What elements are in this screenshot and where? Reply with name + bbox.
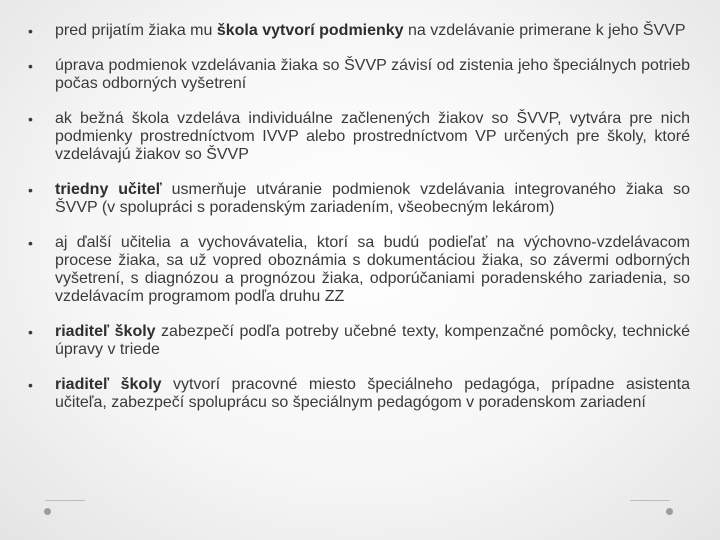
bullet-point-icon: •	[28, 23, 33, 39]
bullet-item	[28, 323, 690, 359]
decorative-line-left	[45, 500, 85, 501]
bullet-item	[28, 57, 690, 93]
decorative-dot-right	[666, 508, 673, 515]
decorative-dot-left	[44, 508, 51, 515]
bullet-text: aj ďalší učitelia a vychovávatelia, ktorí sa budú podieľať na výchovno-vzdelávacom procese žiaka, sa už vopred oboznámia s dokumentáciou žiaka, so závermi odborných vyšetrení, s diagnózou a prognózou žiaka, odporúčaniami poradenského zariadenia, so vzdelávacím programom podľa druhu ZZ	[55, 234, 690, 305]
bullet-point-icon: •	[28, 58, 33, 74]
bullet-item	[28, 234, 690, 306]
bullet-point-icon: •	[28, 235, 33, 251]
bullet-item	[28, 376, 690, 412]
bullet-text-bold: škola vytvorí podmienky	[216, 22, 404, 39]
bullet-item	[28, 22, 690, 40]
bullet-point-icon: •	[28, 377, 33, 393]
bullet-text: pred prijatím žiaka mu	[55, 22, 217, 39]
decorative-line-right	[630, 500, 670, 501]
bullet-item	[28, 110, 690, 164]
bullet-text: úprava podmienok vzdelávania žiaka so ŠVVP závisí od zistenia jeho špeciálnych potrieb počas odborných vyšetrení	[55, 57, 690, 92]
bullet-list	[28, 22, 690, 429]
bullet-text: usmerňuje utváranie podmienok vzdelávania integrovaného žiaka so ŠVVP (v spolupráci s poradenským zariadením, všeobecným lekárom)	[55, 181, 690, 216]
bullet-text: vytvorí pracovné miesto špeciálneho pedagóga, prípadne asistenta učiteľa, zabezpečí spoluprácu so špeciálnym pedagógom v poradenskom zariadení	[55, 376, 690, 411]
bullet-point-icon: •	[28, 324, 33, 340]
bullet-text: zabezpečí podľa potreby učebné texty, kompenzačné pomôcky, technické úpravy v triede	[55, 323, 690, 358]
bullet-text-bold: riaditeľ školy	[55, 323, 156, 340]
bullet-text: ak bežná škola vzdeláva individuálne začlenených žiakov so ŠVVP, vytvára pre nich podmienky prostredníctvom IVVP alebo prostredníctvom VP určených pre školy, ktoré vzdelávajú žiakov so ŠVVP	[55, 110, 690, 163]
bullet-text-bold: riaditeľ školy	[55, 376, 162, 393]
bullet-point-icon: •	[28, 182, 33, 198]
bullet-text: na vzdelávanie primerane k jeho ŠVVP	[403, 22, 686, 39]
bullet-point-icon: •	[28, 111, 33, 127]
bullet-item	[28, 181, 690, 217]
bullet-text-bold: triedny učiteľ	[55, 181, 162, 198]
